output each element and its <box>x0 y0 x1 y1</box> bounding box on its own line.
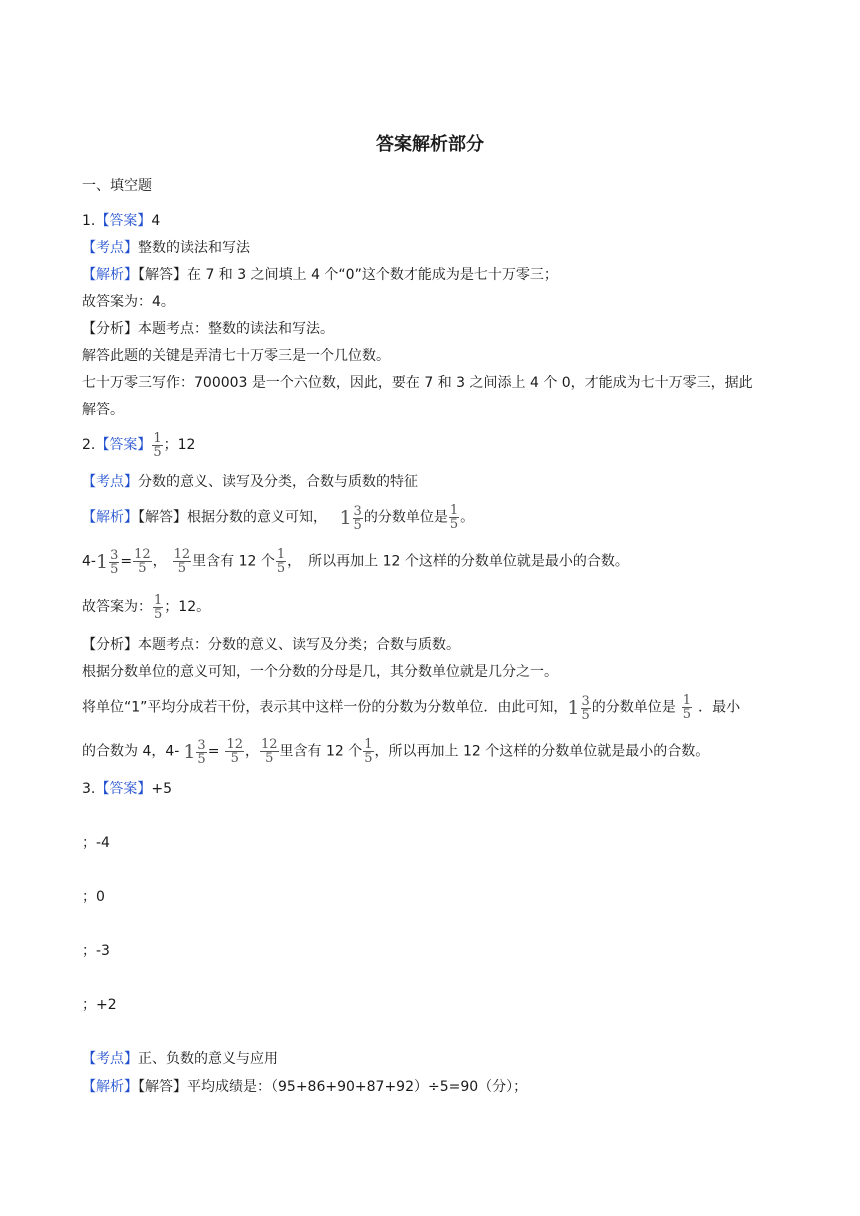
q2-explain-4 <box>82 736 709 767</box>
q1-fenxi-line <box>82 319 334 339</box>
q2-fenxi-line <box>82 635 460 655</box>
q3-item: ；-4 <box>82 835 110 851</box>
mixed-number-1-3-5: 1 $\frac{3}{5}$ <box>183 737 206 767</box>
mixed-number-1-3-5: 1 $\frac{3}{5}$ <box>567 693 590 723</box>
q2-result-a: 故答案为： <box>82 599 152 615</box>
q3-point: 正、负数的意义与应用 <box>138 1051 278 1067</box>
q2-row2-b: = <box>120 553 133 570</box>
q1-point-line <box>82 238 250 258</box>
solve-tag: 【解答】 <box>138 267 187 283</box>
q3-analysis-line <box>82 1077 527 1097</box>
fraction-twelve-fifths: $\frac{12}{5}$ <box>226 737 243 766</box>
q3-answer-line <box>82 779 172 799</box>
q1-explain-3: 七十万零三写作：700003 是一个六位数，因此，要在 7 和 3 之间添上 4 个 0，才能成为七十万零三，据此 <box>82 375 753 391</box>
q1-solve: 在 7 和 3 之间填上 4 个“0”这个数才能成为是七十万零三； <box>187 267 558 283</box>
q2-point: 分数的意义、读写及分类，合数与质数的特征 <box>138 474 418 490</box>
section-heading: 一、填空题 <box>82 178 152 194</box>
q2-line4-d: 里含有 12 个 <box>279 743 363 760</box>
answer-tag: 【答案】 <box>95 437 152 453</box>
q1-explain-2: 解答此题的关键是弄清七十万零三是一个几位数。 <box>82 348 390 364</box>
fraction-twelve-fifths: $\frac{12}{5}$ <box>134 547 151 576</box>
analysis-tag: 【解析】 <box>82 509 138 526</box>
q2-explain-3 <box>82 692 740 723</box>
q3-point-line <box>82 1049 278 1069</box>
q2-row2-e: ， 所以再加上 12 个这样的分数单位就是最小的合数。 <box>287 553 629 570</box>
q2-row2-d: 里含有 12 个 <box>192 553 275 570</box>
solve-tag: 【解答】 <box>138 509 187 526</box>
q2-line4-a: 的合数为 4，4- <box>82 743 180 760</box>
fraction-one-fifth: $\frac{1}{5}$ <box>276 547 286 576</box>
q2-solve-c: 。 <box>460 509 475 526</box>
point-tag: 【考点】 <box>82 240 138 256</box>
solve-tag: 【解答】 <box>138 1079 187 1095</box>
fraction-one-fifth: $\frac{1}{5}$ <box>364 737 373 766</box>
q2-line3-c: ．最小 <box>698 699 741 716</box>
q2-analysis-line <box>82 502 474 533</box>
page-title: 答案解析部分 <box>376 134 484 155</box>
q1-answer-line <box>82 211 160 231</box>
fraction-one-fifth: $\frac{1}{5}$ <box>154 592 163 622</box>
q2-fenxi: 本题考点：分数的意义、读写及分类；合数与质数。 <box>138 637 460 653</box>
q2-row2-c: ， <box>152 553 167 570</box>
q2-row2-a: 4- <box>82 553 96 570</box>
q1-fenxi: 本题考点：整数的读法和写法。 <box>138 321 334 337</box>
q2-row2 <box>82 546 629 577</box>
q3-answer: +5 <box>151 781 172 797</box>
q1-analysis-line <box>82 265 558 285</box>
answer-tag: 【答案】 <box>95 213 152 229</box>
point-tag: 【考点】 <box>82 1051 138 1067</box>
q2-point-line <box>82 472 418 492</box>
fraction-twelve-fifths: $\frac{12}{5}$ <box>173 547 191 576</box>
q2-line3-b: 的分数单位是 <box>591 699 676 716</box>
q2-number: 2. <box>82 437 96 453</box>
q2-explain-2: 根据分数单位的意义可知，一个分数的分母是几，其分数单位就是几分之一。 <box>82 664 558 680</box>
q3-item: ；-3 <box>82 943 110 959</box>
q2-result-line <box>82 592 210 622</box>
fraction-one-fifth: $\frac{1}{5}$ <box>449 503 459 532</box>
q1-number: 1. <box>82 213 96 229</box>
answer-tag: 【答案】 <box>95 781 152 797</box>
q2-answer-line <box>82 430 195 460</box>
q3-solve: 平均成绩是：（95+86+90+87+92）÷5=90（分）； <box>187 1079 528 1095</box>
q2-line4-b: = <box>207 743 220 760</box>
analysis-tag: 【解析】 <box>82 1079 138 1095</box>
q3-number: 3. <box>82 781 96 797</box>
q2-line3-a: 将单位“1”平均分成若干份，表示其中这样一份的分数为分数单位．由此可知， <box>82 699 568 716</box>
point-tag: 【考点】 <box>82 474 138 490</box>
q1-answer: 4 <box>151 213 161 229</box>
q2-solve-a: 根据分数的意义可知， <box>187 509 327 526</box>
fenxi-tag: 【分析】 <box>82 637 138 653</box>
q3-item: ；0 <box>82 889 105 905</box>
q2-result-b: ；12。 <box>164 599 211 615</box>
q1-explain-4: 解答。 <box>82 402 124 418</box>
fraction-one-fifth: $\frac{1}{5}$ <box>682 693 692 722</box>
fenxi-tag: 【分析】 <box>82 321 138 337</box>
mixed-number-1-3-5: 1 $\frac{3}{5}$ <box>339 503 362 533</box>
q1-point: 整数的读法和写法 <box>138 240 250 256</box>
q3-item: ；+2 <box>82 997 117 1013</box>
q2-line4-c: ， <box>244 743 259 760</box>
analysis-tag: 【解析】 <box>82 267 138 283</box>
fraction-one-fifth: $\frac{1}{5}$ <box>153 430 162 460</box>
q2-line4-e: ，所以再加上 12 个这样的分数单位就是最小的合数。 <box>374 743 710 760</box>
q2-answer-suffix: ；12 <box>163 437 196 453</box>
mixed-number-1-3-5: 1 $\frac{3}{5}$ <box>95 547 119 577</box>
q1-result: 故答案为：4。 <box>82 294 175 310</box>
q2-solve-b: 的分数单位是 <box>363 509 448 526</box>
fraction-twelve-fifths: $\frac{12}{5}$ <box>260 737 278 766</box>
